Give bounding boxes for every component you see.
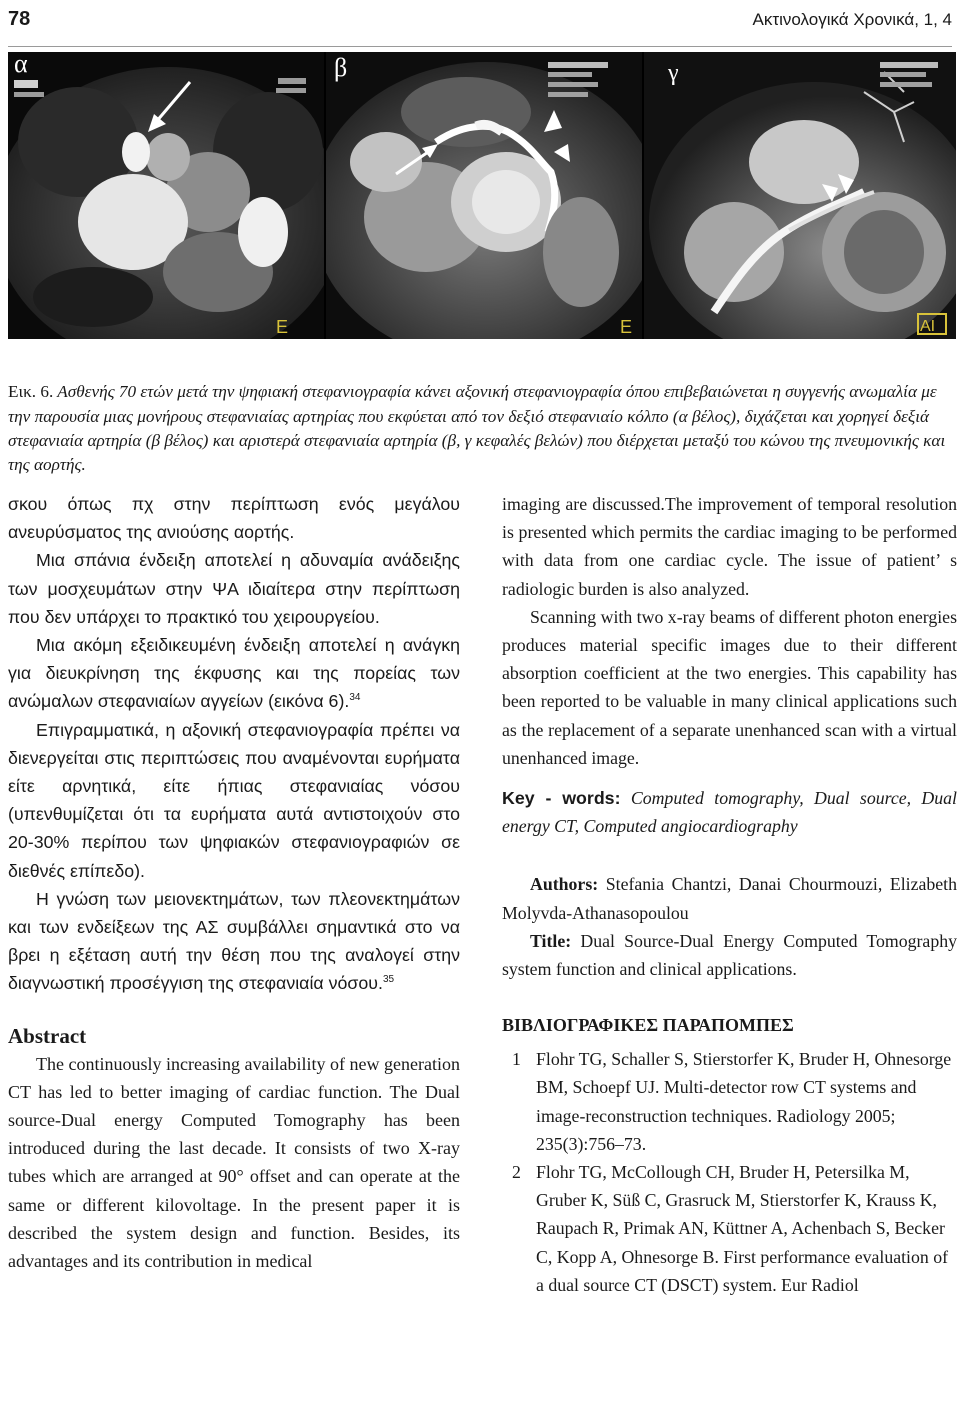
caption-label: Εικ. 6. (8, 382, 54, 402)
body-paragraph: Μια σπάνια ένδειξη αποτελεί η αδυναμία ανάδειξης των μοσχευμάτων στην ΨΑ ιδιαίτερα στην περίπτωση που δεν υπάρχει το πρακτικό του χειρουργείου. (8, 550, 460, 627)
reference-number: 2 (512, 1162, 521, 1183)
reference-number: 1 (512, 1049, 521, 1070)
page-number: 78 (8, 8, 31, 30)
panel-b-corner: E (620, 317, 633, 337)
ct-image-a (8, 52, 324, 339)
ct-panel-c (644, 52, 956, 339)
page-header (8, 6, 952, 47)
references-heading: ΒΙΒΛΙΟΓΡΑΦΙΚΕΣ ΠΑΡΑΠΟΜΠΕΣ (502, 1015, 794, 1036)
citation-ref: 35 (382, 974, 395, 986)
body-paragraph: imaging are discussed.The improvement of temporal resolution is presented which permits the cardiac imaging to be performed with data from one cardiac cycle. The issue of patient’ s radiologic burden is also analyzed. (502, 494, 957, 599)
body-paragraph: Scanning with two x-ray beams of different photon energies produces material specific images due to their different absorption coefficient at the two energies. This capability has been reported to be valuable in many clinical applications such as the replacement of a separate unenhanced scan with a virtual unenhanced image. (502, 606, 957, 768)
paragraph-text: Η γνώση των μειονεκτημάτων, των πλεονεκτημάτων και των ενδείξεων της ΑΣ συμβάλλει σημαντικά στο να βρει η εξέταση αυτή την θέση που της αναλογεί στην διαγνωστική προσέγγιση της στεφανιαία νόσου. (8, 888, 460, 994)
right-column (502, 490, 957, 1299)
paragraph-text: Μια ακόμη εξειδικευμένη ένδειξη αποτελεί η ανάγκη για διευκρίνηση της έκφυσης και της πορείας των ανώμαλων στεφανιαίων αγγείων (εικόνα 6). (8, 635, 460, 712)
authors-text: Stefania Chantzi, Danai Chourmouzi, Elizabeth Molyvda-Athanasopoulou (502, 874, 957, 923)
body-paragraph (8, 631, 460, 716)
body-paragraph: σκου όπως πχ στην περίπτωση ενός μεγάλου ανευρύσματος της ανιούσης αορτής. (8, 494, 460, 543)
keywords-label: Key - words: (502, 788, 621, 809)
paper-title (502, 927, 957, 983)
body-paragraph (8, 885, 460, 998)
keywords (502, 784, 957, 840)
panel-a-corner: E (276, 317, 289, 337)
panel-a-letter: α (14, 52, 28, 78)
reference-text: Flohr TG, Schaller S, Stierstorfer K, Bruder H, Ohnesorge BM, Schoepf UJ. Multi-detector row CT systems and image-reconstruction techniques. Radiology 2005; 235(3):756–73. (536, 1049, 952, 1154)
panel-c-letter: γ (668, 60, 679, 86)
authors (502, 870, 957, 926)
ct-image-b (326, 52, 642, 339)
title-text: Dual Source-Dual Energy Computed Tomography system function and clinical applications. (502, 930, 957, 980)
ct-panel-b (326, 52, 642, 339)
abstract-text: The continuously increasing availability of new generation CT has led to better imaging of cardiac function. The Dual source-Dual energy Computed Tomography has been introduced during the last decade. It consists of two X-ray tubes which are arranged at 90° offset and can operate at the same or different kilovoltage. In the present paper it is described the system design and function. Besides, its advantages and its contribution in medical (8, 1053, 460, 1272)
body-paragraph: Επιγραμματικά, η αξονική στεφανιογραφία πρέπει να διενεργείται στις περιπτώσεις που αναμένονται ευρήματα είτε αρνητικά, είτε ήπιας στεφανιαίας νόσου (υπενθυμίζεται ότι τα ευρήματα αυτά αντιστοιχούν στο 20-30% περίπου των ψηφιακών στεφανιογραφιών σε διεθνές επίπεδο). (8, 719, 460, 881)
panel-c-corner: AI (920, 318, 936, 335)
title-label: Title: (530, 930, 572, 951)
keywords-text: Computed tomography, Dual source, Dual energy CT, Computed angiocardiography (502, 788, 957, 837)
reference-text: Flohr TG, McCollough CH, Bruder H, Petersilka M, Gruber K, Süß C, Grasruck M, Stierstorfer K, Krauss K, Raupach R, Primak AN, Küttner A, Achenbach S, Becker C, Kopp A, Ohnesorge B. First performance evaluation of a dual source CT (DSCT) system. Eur Radiol (536, 1162, 949, 1295)
journal-title: Ακτινολογικά Χρονικά, 1, 4 (752, 10, 952, 29)
caption-text: Ασθενής 70 ετών μετά την ψηφιακή στεφανιογραφία κάνει αξονική στεφανιογραφία όπου επιβεβαιώνεται η συγγενής ανωμαλία με την παρουσία μιας μονήρους στεφανιαίας αρτηρίας που εκφύεται από τον δεξιό στεφανιαίο κόλπο (α βέλος), διχάζεται και χορηγεί δεξιά στεφανιαία αρτηρία (β βέλος) και αριστερά στεφανιαία αρτηρία (β, γ κεφαλές βελών) που διέρχεται μεταξύ του κώνου της πνευμονικής και της αορτής. (8, 382, 946, 475)
reference-item (502, 1045, 957, 1158)
abstract-heading: Abstract (8, 1023, 87, 1048)
left-column (8, 490, 460, 1275)
citation-ref: 34 (349, 692, 361, 704)
ct-image-c (644, 52, 956, 339)
authors-label: Authors: (530, 874, 599, 895)
ct-panel-a (8, 52, 324, 339)
ct-figure (8, 52, 956, 339)
panel-b-letter: β (334, 53, 348, 82)
figure-caption (8, 380, 956, 478)
reference-item (502, 1158, 957, 1299)
